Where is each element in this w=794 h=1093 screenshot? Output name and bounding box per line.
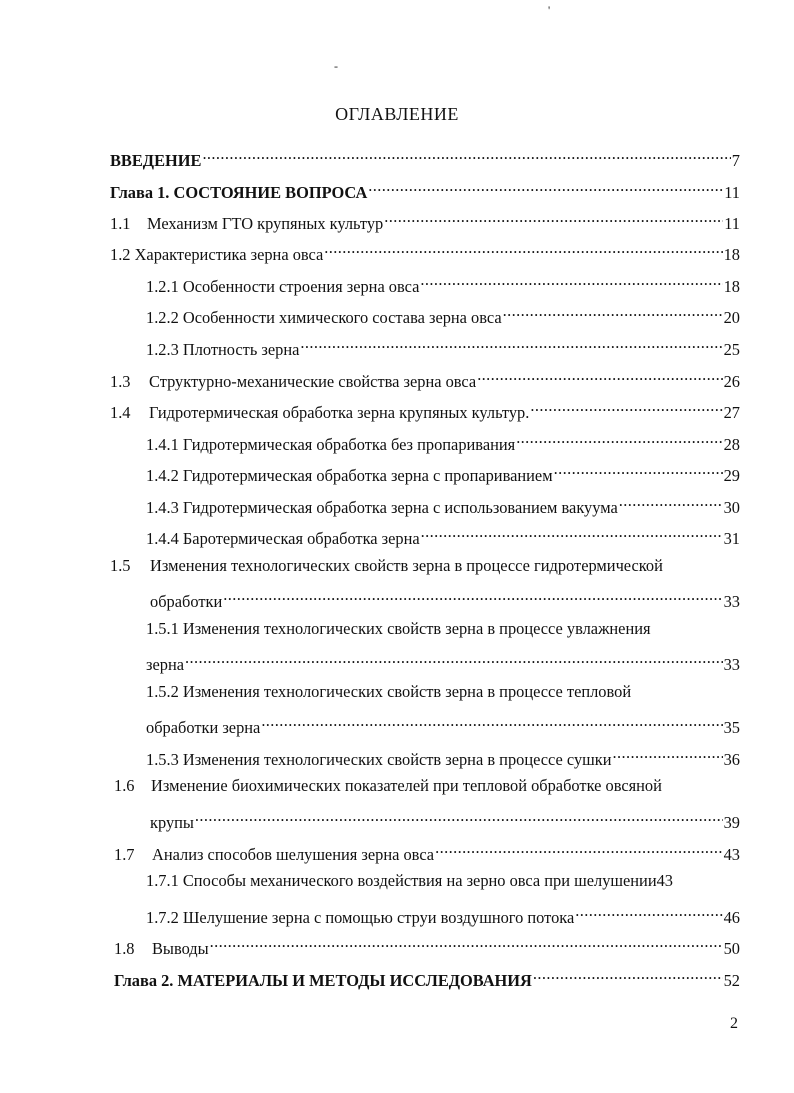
dot-leader xyxy=(195,808,723,828)
dot-leader xyxy=(202,146,730,166)
dot-leader xyxy=(368,178,723,198)
toc-entry-number: 1.4 xyxy=(110,403,131,422)
toc-entry-1-4-3[interactable] xyxy=(146,493,740,515)
toc-entry-title: 1.4.2 Гидротермическая обработка зерна с пропариванием xyxy=(146,466,553,485)
toc-entry-1-2[interactable] xyxy=(110,240,740,262)
dot-leader xyxy=(530,398,722,418)
toc-entry-page: 18 xyxy=(723,245,740,264)
toc-entry-title: Изменения технологических свойств зерна в процессе гидротермической xyxy=(150,556,663,575)
toc-entry-page: 50 xyxy=(723,939,740,958)
dot-leader xyxy=(384,209,723,229)
dot-leader xyxy=(210,934,723,954)
toc-entry-page: 25 xyxy=(723,340,740,359)
toc-entry-chapter-1[interactable] xyxy=(110,178,740,200)
toc-entry-page: 52 xyxy=(723,971,740,990)
toc-entry-page: 20 xyxy=(723,308,740,327)
scan-mark-top: ' xyxy=(548,3,551,17)
toc-entry-1-4-2[interactable] xyxy=(146,461,740,483)
toc-entry-page: 27 xyxy=(723,403,740,422)
dot-leader xyxy=(185,650,723,670)
toc-entry-1-2-2[interactable] xyxy=(146,303,740,325)
toc-entry-title: 1.5.2 Изменения технологических свойств зерна в процессе тепловой xyxy=(146,682,632,701)
toc-entry-title: Глава 2. МАТЕРИАЛЫ И МЕТОДЫ ИССЛЕДОВАНИЯ xyxy=(114,971,532,990)
toc-entry-number: 1.7 xyxy=(114,845,135,864)
toc-entry-title: 1.4.4 Баротермическая обработка зерна xyxy=(146,529,420,548)
toc-entry-number: 1.6 xyxy=(114,776,135,795)
toc-entry-number: 1.8 xyxy=(114,939,135,958)
toc-entry-1-5-3[interactable] xyxy=(146,745,740,767)
toc-entry-1-3[interactable] xyxy=(110,367,740,389)
dot-leader xyxy=(420,272,722,292)
toc-entry-chapter-2[interactable] xyxy=(114,966,740,988)
dot-leader xyxy=(421,524,723,544)
toc-entry-number: 1.1 xyxy=(110,214,131,233)
dot-leader xyxy=(223,587,722,607)
toc-entry-title: Гидротермическая обработка зерна крупяных культур. xyxy=(149,403,530,422)
toc-entry-page: 33 xyxy=(723,592,740,611)
toc-entry-1-7-2[interactable] xyxy=(146,903,740,925)
toc-entry-title: Изменение биохимических показателей при тепловой обработке овсяной xyxy=(151,776,662,795)
toc-entry-1-6[interactable] xyxy=(114,776,754,798)
toc-entry-page: 26 xyxy=(723,372,740,391)
toc-entry-title: Структурно-механические свойства зерна овса xyxy=(149,372,477,391)
toc-entry-page: 11 xyxy=(724,183,740,202)
dot-leader xyxy=(613,745,723,765)
toc-entry-title: Механизм ГТО крупяных культур xyxy=(147,214,384,233)
toc-entry-page: 33 xyxy=(723,655,740,674)
dot-leader xyxy=(324,240,722,260)
toc-entry-page: 46 xyxy=(723,908,740,927)
toc-entry-number: 1.3 xyxy=(110,372,131,391)
toc-entry-title: зерна xyxy=(146,655,184,674)
toc-entry-title: ВВЕДЕНИЕ xyxy=(110,151,202,170)
toc-entry-1-4-1[interactable] xyxy=(146,430,740,452)
toc-entry-page: 7 xyxy=(731,151,740,170)
dot-leader xyxy=(261,713,722,733)
toc-entry-1-5-2[interactable] xyxy=(146,682,746,704)
scan-mark-dash: - xyxy=(334,59,338,73)
toc-entry-title: обработки xyxy=(150,592,223,611)
toc-entry-1-5[interactable] xyxy=(110,556,750,578)
dot-leader xyxy=(435,840,723,860)
toc-entry-1-8[interactable] xyxy=(114,934,740,956)
toc-entry-page: 39 xyxy=(723,813,740,832)
page-number: 2 xyxy=(730,1015,738,1032)
toc-entry-1-7-1[interactable] xyxy=(146,871,758,893)
toc-entry-1-4[interactable] xyxy=(110,398,740,420)
dot-leader xyxy=(477,367,722,387)
toc-entry-title: 1.4.1 Гидротермическая обработка без пропаривания xyxy=(146,435,516,454)
toc-entry-1-5-cont[interactable] xyxy=(150,587,740,609)
toc-entry-page: 28 xyxy=(723,435,740,454)
toc-entry-title: 1.7.2 Шелушение зерна с помощью струи воздушного потока xyxy=(146,908,575,927)
toc-entry-title: Выводы xyxy=(152,939,209,958)
toc-entry-1-5-2-cont[interactable] xyxy=(146,713,740,735)
dot-leader xyxy=(516,430,722,450)
dot-leader xyxy=(503,303,723,323)
dot-leader xyxy=(300,335,722,355)
toc-entry-page: 35 xyxy=(723,718,740,737)
toc-entry-title: 1.7.1 Способы механического воздействия на зерно овса при шелушении43 xyxy=(146,871,673,890)
dot-leader xyxy=(533,966,723,986)
toc-entry-page: 29 xyxy=(723,466,740,485)
toc-entry-1-5-1-cont[interactable] xyxy=(146,650,740,672)
toc-entry-title: 1.5.1 Изменения технологических свойств зерна в процессе увлажнения xyxy=(146,619,651,638)
toc-entry-title: обработки зерна xyxy=(146,718,261,737)
toc-entry-title: Глава 1. СОСТОЯНИЕ ВОПРОСА xyxy=(110,183,368,202)
toc-entry-page: 30 xyxy=(723,498,740,517)
toc-entry-title: крупы xyxy=(150,813,194,832)
dot-leader xyxy=(575,903,722,923)
toc-entry-1-2-3[interactable] xyxy=(146,335,740,357)
toc-entry-title: 1.2.2 Особенности химического состава зерна овса xyxy=(146,308,502,327)
toc-entry-page: 11 xyxy=(724,214,740,233)
toc-entry-title: 1.5.3 Изменения технологических свойств зерна в процессе сушки xyxy=(146,750,612,769)
toc-entry-page: 31 xyxy=(723,529,740,548)
toc-entry-page: 36 xyxy=(723,750,740,769)
toc-entry-title: 1.4.3 Гидротермическая обработка зерна с использованием вакуума xyxy=(146,498,618,517)
toc-entry-page: 43 xyxy=(723,845,740,864)
toc-entry-title: 1.2.3 Плотность зерна xyxy=(146,340,300,359)
toc-entry-number: 1.5 xyxy=(110,556,131,575)
toc-entry-1-2-1[interactable] xyxy=(146,272,740,294)
toc-entry-1-6-cont[interactable] xyxy=(150,808,740,830)
toc-entry-1-5-1[interactable] xyxy=(146,619,746,641)
toc-entry-introduction[interactable] xyxy=(110,146,740,168)
toc-entry-1-1[interactable] xyxy=(110,209,740,231)
toc-entry-title: 1.2.1 Особенности строения зерна овса xyxy=(146,277,420,296)
toc-heading: ОГЛАВЛЕНИЕ xyxy=(335,104,459,124)
toc-entry-1-4-4[interactable] xyxy=(146,524,740,546)
dot-leader xyxy=(619,493,723,513)
toc-entry-page: 18 xyxy=(723,277,740,296)
toc-entry-1-7[interactable] xyxy=(114,840,740,862)
toc-entry-title: Анализ способов шелушения зерна овса xyxy=(152,845,435,864)
toc-entry-title: 1.2 Характеристика зерна овса xyxy=(110,245,324,264)
dot-leader xyxy=(554,461,723,481)
